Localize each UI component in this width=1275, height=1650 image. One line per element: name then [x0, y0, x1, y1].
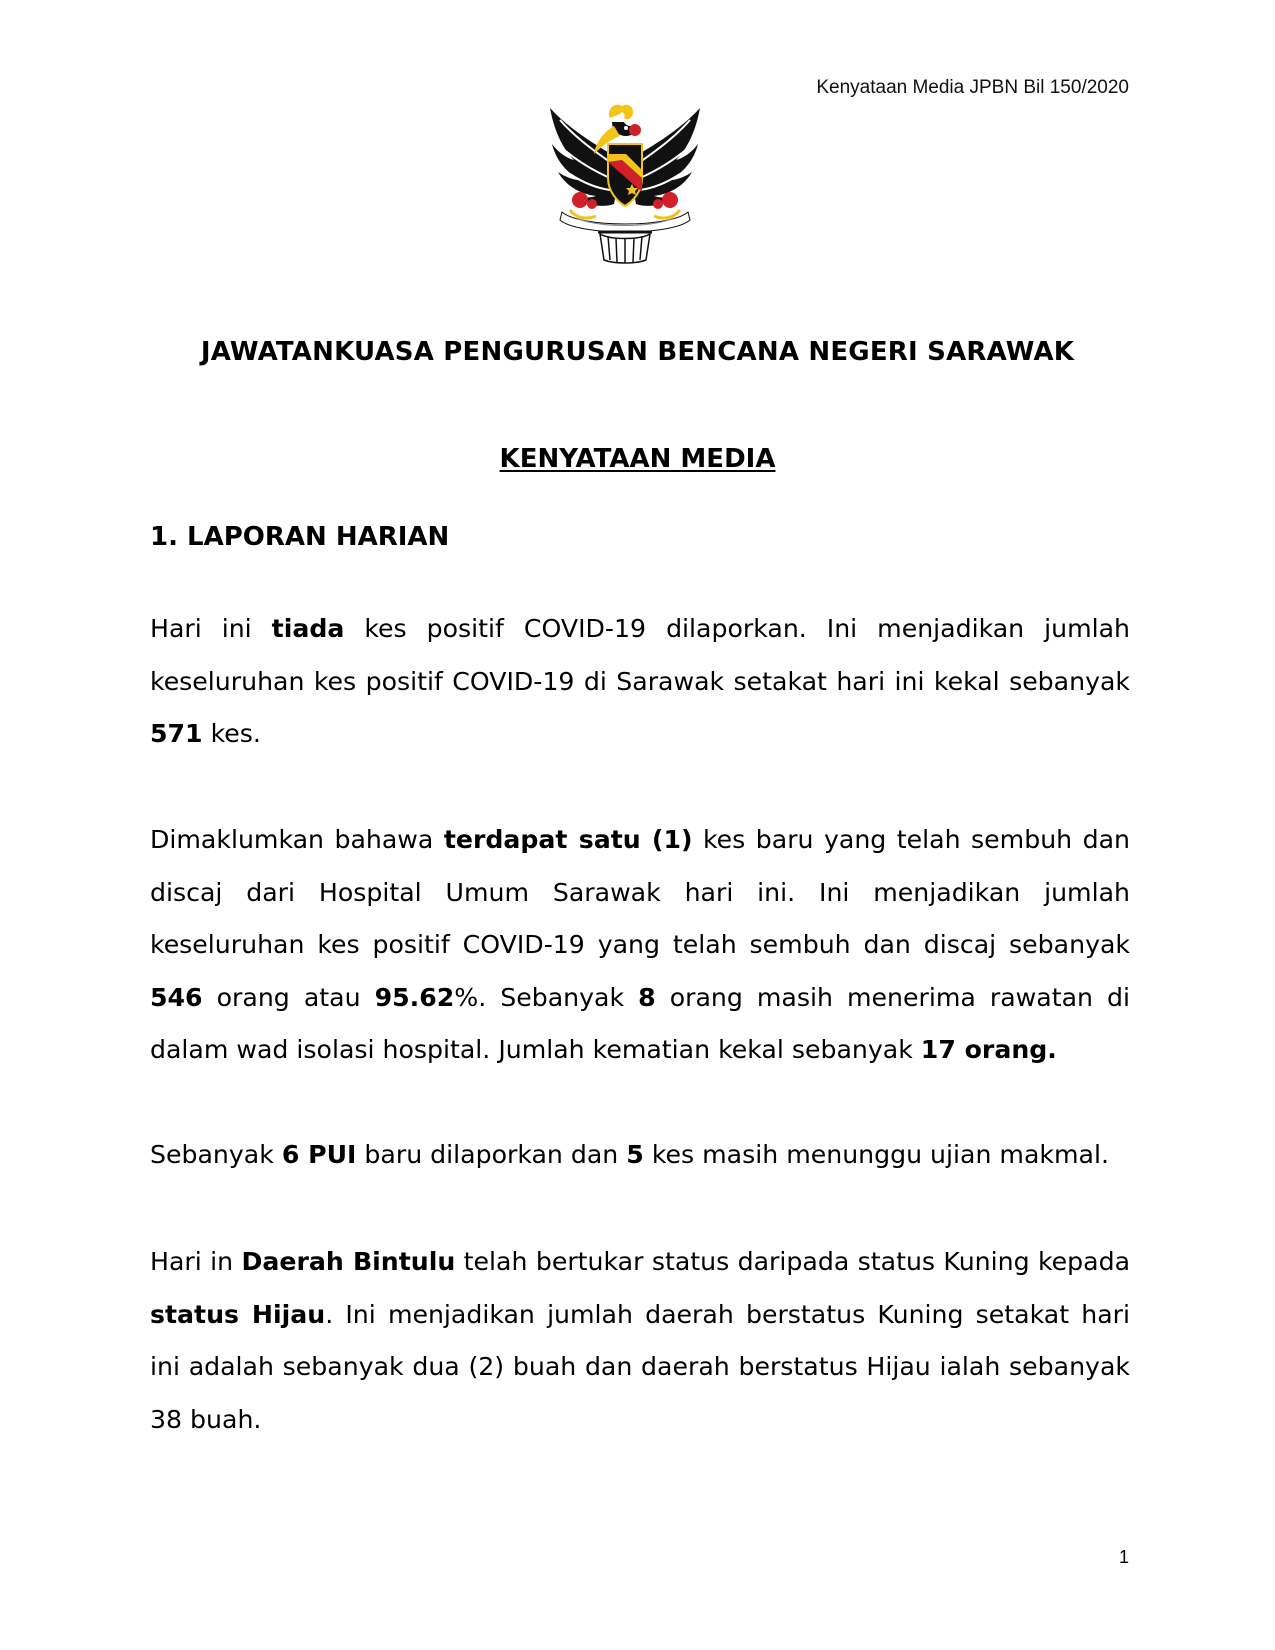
- bold-text-run: terdapat satu (1): [443, 825, 693, 854]
- text-run: kes masih menunggu ujian makmal.: [643, 1140, 1109, 1169]
- section-heading: 1. LAPORAN HARIAN: [150, 522, 450, 552]
- bold-text-run: 5: [626, 1140, 644, 1169]
- bold-text-run: 571: [150, 719, 203, 748]
- text-run: kes baru yang telah sembuh dan discaj dari Hospital Umum Sarawak hari ini. Ini menjadikan jumlah keseluruhan kes positif COVID-19 yang telah sembuh dan discaj sebanyak: [150, 825, 1130, 959]
- bold-text-run: 95.62: [374, 982, 455, 1012]
- bold-text-run: status Hijau: [150, 1299, 326, 1329]
- text-run: orang masih menerima rawatan di dalam wad isolasi hospital. Jumlah kematian kekal sebanyak: [150, 982, 1130, 1064]
- bold-text-run: 6 PUI: [281, 1140, 357, 1169]
- motto-ribbon: [560, 212, 690, 232]
- bold-text-run: Daerah Bintulu: [241, 1247, 456, 1276]
- bold-text-run: 546: [150, 982, 203, 1012]
- paragraph-district-status: [150, 1236, 1130, 1446]
- text-run: Dimaklumkan bahawa: [150, 825, 444, 854]
- paragraph-recovered-cases: [150, 814, 1130, 1077]
- bold-text-run: 8: [638, 982, 656, 1012]
- text-run: kes.: [202, 719, 261, 748]
- sarawak-coat-of-arms-icon: [540, 100, 710, 270]
- header-reference: Kenyataan Media JPBN Bil 150/2020: [816, 77, 1129, 98]
- hornbill-tail: [598, 232, 652, 263]
- text-run: . Ini menjadikan jumlah daerah berstatus Kuning setakat hari ini adalah sebanyak dua (2) buah dan daerah berstatus Hijau ialah sebanyak 38 buah.: [150, 1299, 1130, 1434]
- document-title-wrap: [0, 444, 1275, 474]
- paragraph-daily-cases: [150, 603, 1130, 761]
- text-run: Hari ini: [150, 614, 272, 643]
- document-title: KENYATAAN MEDIA: [499, 444, 776, 474]
- paragraph-pui: [150, 1129, 1130, 1182]
- bold-text-run: 17 orang.: [920, 1035, 1057, 1064]
- bold-text-run: tiada: [271, 614, 345, 643]
- text-run: baru dilaporkan dan: [356, 1140, 627, 1169]
- text-run: orang atau: [202, 982, 375, 1012]
- page-number: 1: [1118, 1547, 1129, 1567]
- text-run: %. Sebanyak: [454, 982, 639, 1012]
- text-run: telah bertukar status daripada status Kuning kepada: [455, 1247, 1130, 1276]
- text-run: kes positif COVID-19 dilaporkan. Ini menjadikan jumlah keseluruhan kes positif COVID-19 di Sarawak setakat hari ini kekal sebanyak: [150, 614, 1130, 696]
- organization-title: JAWATANKUASA PENGURUSAN BENCANA NEGERI SARAWAK: [200, 337, 1075, 367]
- text-run: Hari in: [150, 1247, 242, 1276]
- text-run: Sebanyak: [150, 1140, 282, 1169]
